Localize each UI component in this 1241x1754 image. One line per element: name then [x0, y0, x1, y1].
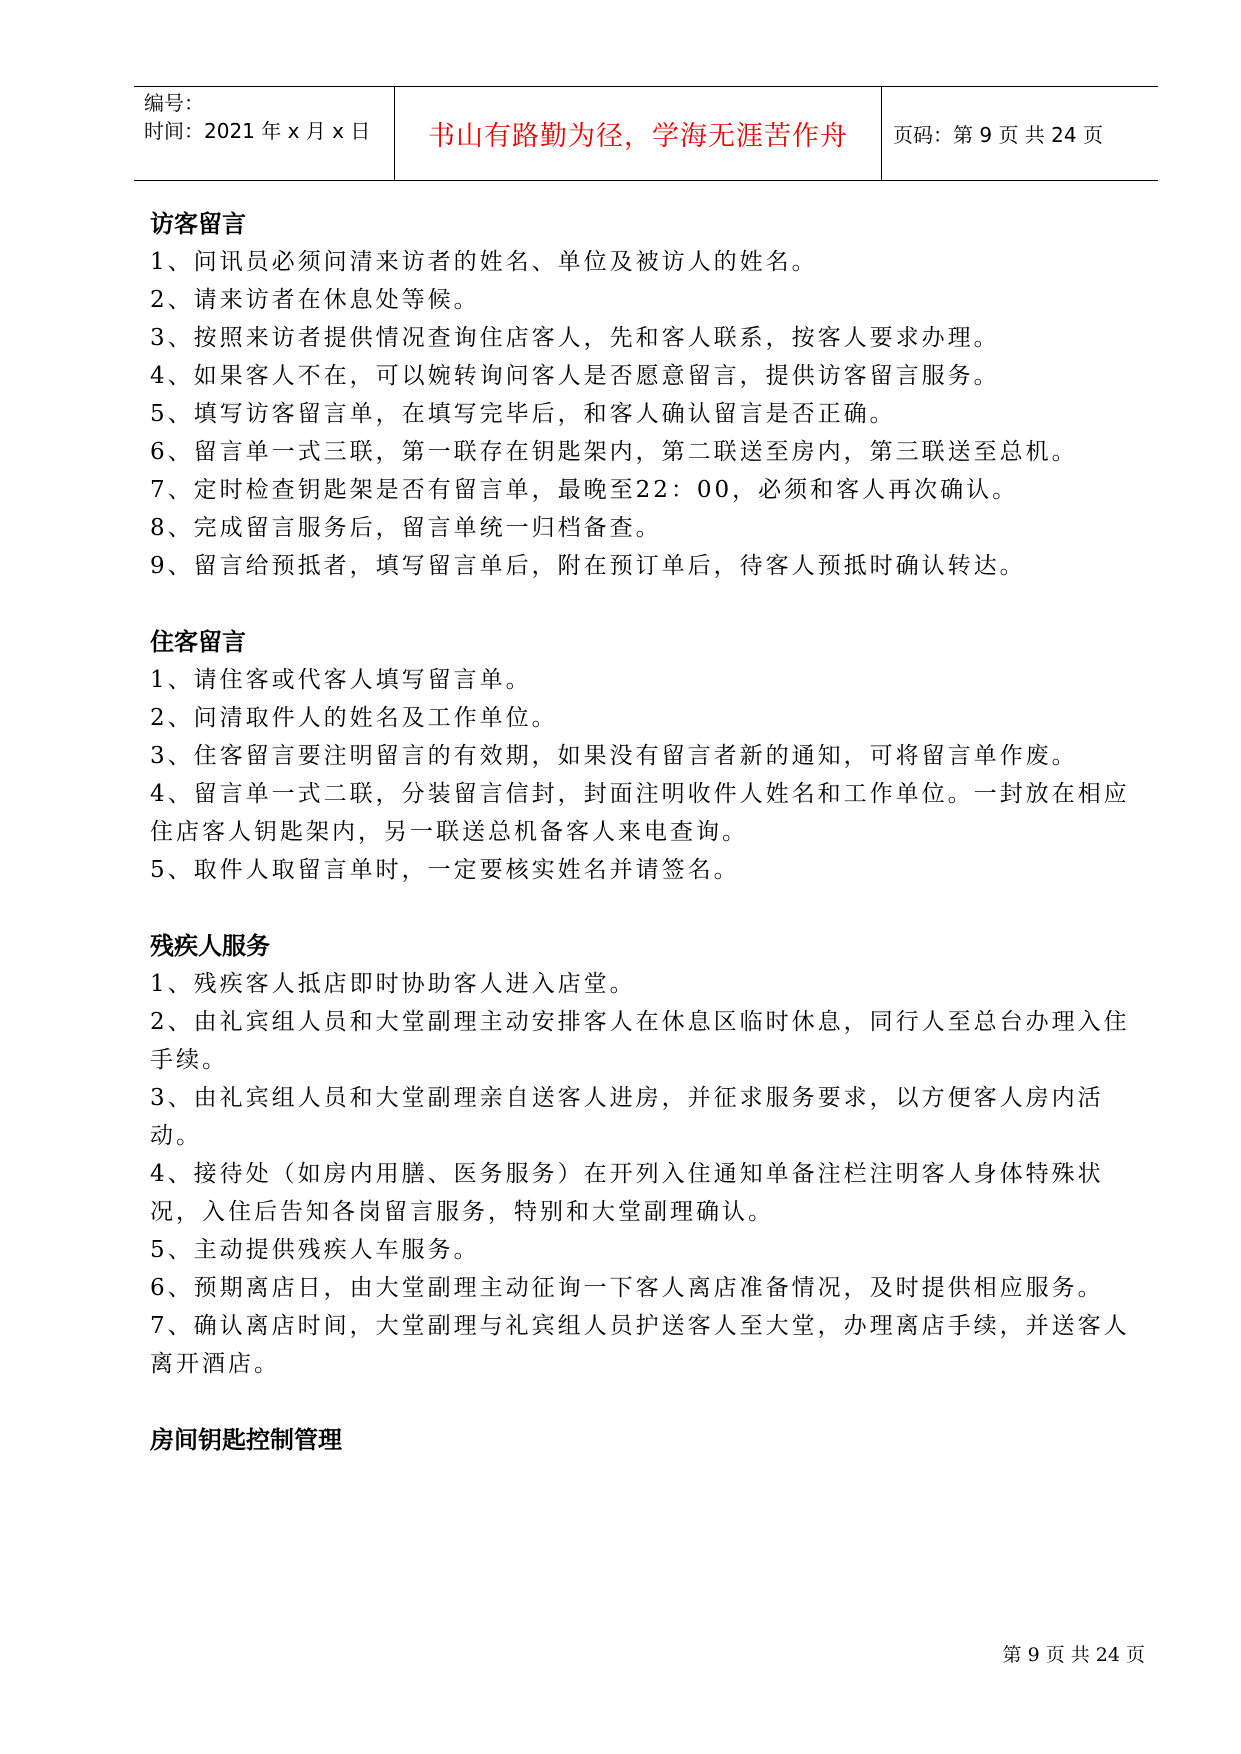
section — [150, 1421, 1135, 1459]
list-item: 8、完成留言服务后，留言单统一归档备查。 — [150, 515, 662, 541]
section-title: 访客留言 — [150, 209, 246, 238]
list-item: 6、留言单一式三联，第一联存在钥匙架内，第二联送至房内，第三联送至总机。 — [150, 439, 1078, 465]
page-code: 页码：第 9 页 共 24 页 — [893, 123, 1103, 147]
list-item: 2、请来访者在休息处等候。 — [150, 287, 480, 313]
serial-label: 编号： — [144, 91, 204, 115]
list-item: 9、留言给预抵者，填写留言单后，附在预订单后，待客人预抵时确认转达。 — [150, 553, 1026, 579]
list-item: 1、问讯员必须问清来访者的姓名、单位及被访人的姓名。 — [150, 249, 818, 275]
list-item: 3、按照来访者提供情况查询住店客人，先和客人联系，按客人要求办理。 — [150, 325, 1000, 351]
list-item: 5、取件人取留言单时，一定要核实姓名并请签名。 — [150, 857, 740, 883]
section — [150, 205, 1135, 585]
section-title: 残疾人服务 — [150, 931, 270, 960]
list-item: 4、留言单一式二联，分装留言信封，封面注明收件人姓名和工作单位。一封放在相应住店客人钥匙架内，另一联送总机备客人来电查询。 — [150, 781, 1130, 845]
header-motto-cell — [394, 87, 882, 180]
motto-text: 书山有路勤为径，学海无涯苦作舟 — [428, 121, 848, 152]
list-item: 7、确认离店时间，大堂副理与礼宾组人员护送客人至大堂，办理离店手续，并送客人离开酒店。 — [150, 1313, 1130, 1377]
list-item: 5、填写访客留言单，在填写完毕后，和客人确认留言是否正确。 — [150, 401, 896, 427]
header-info-cell — [144, 87, 394, 180]
list-item: 3、由礼宾组人员和大堂副理亲自送客人进房，并征求服务要求，以方便客人房内活动。 — [150, 1085, 1104, 1149]
section — [150, 623, 1135, 889]
section-title: 房间钥匙控制管理 — [150, 1425, 342, 1454]
list-item: 7、定时检查钥匙架是否有留言单，最晚至22：00，必须和客人再次确认。 — [150, 477, 1019, 503]
list-item: 3、住客留言要注明留言的有效期，如果没有留言者新的通知，可将留言单作废。 — [150, 743, 1078, 769]
list-item: 4、接待处（如房内用膳、医务服务）在开列入住通知单备注栏注明客人身体特殊状况，入住后告知各岗留言服务，特别和大堂副理确认。 — [150, 1161, 1104, 1225]
list-item: 6、预期离店日，由大堂副理主动征询一下客人离店准备情况，及时提供相应服务。 — [150, 1275, 1104, 1301]
list-item: 1、残疾客人抵店即时协助客人进入店堂。 — [150, 971, 636, 997]
header-page-cell — [881, 87, 1158, 180]
list-item: 5、主动提供残疾人车服务。 — [150, 1237, 480, 1263]
section-title: 住客留言 — [150, 627, 246, 656]
time-label: 时间：2021 年 x 月 x 日 — [144, 119, 371, 143]
list-item: 1、请住客或代客人填写留言单。 — [150, 667, 532, 693]
section — [150, 927, 1135, 1383]
document-body — [150, 205, 1135, 1497]
page-footer: 第 9 页 共 24 页 — [1002, 1644, 1145, 1666]
list-item: 2、由礼宾组人员和大堂副理主动安排客人在休息区临时休息，同行人至总台办理入住手续。 — [150, 1009, 1130, 1073]
list-item: 2、问清取件人的姓名及工作单位。 — [150, 705, 558, 731]
list-item: 4、如果客人不在，可以婉转询问客人是否愿意留言，提供访客留言服务。 — [150, 363, 1000, 389]
page-header — [134, 86, 1158, 181]
